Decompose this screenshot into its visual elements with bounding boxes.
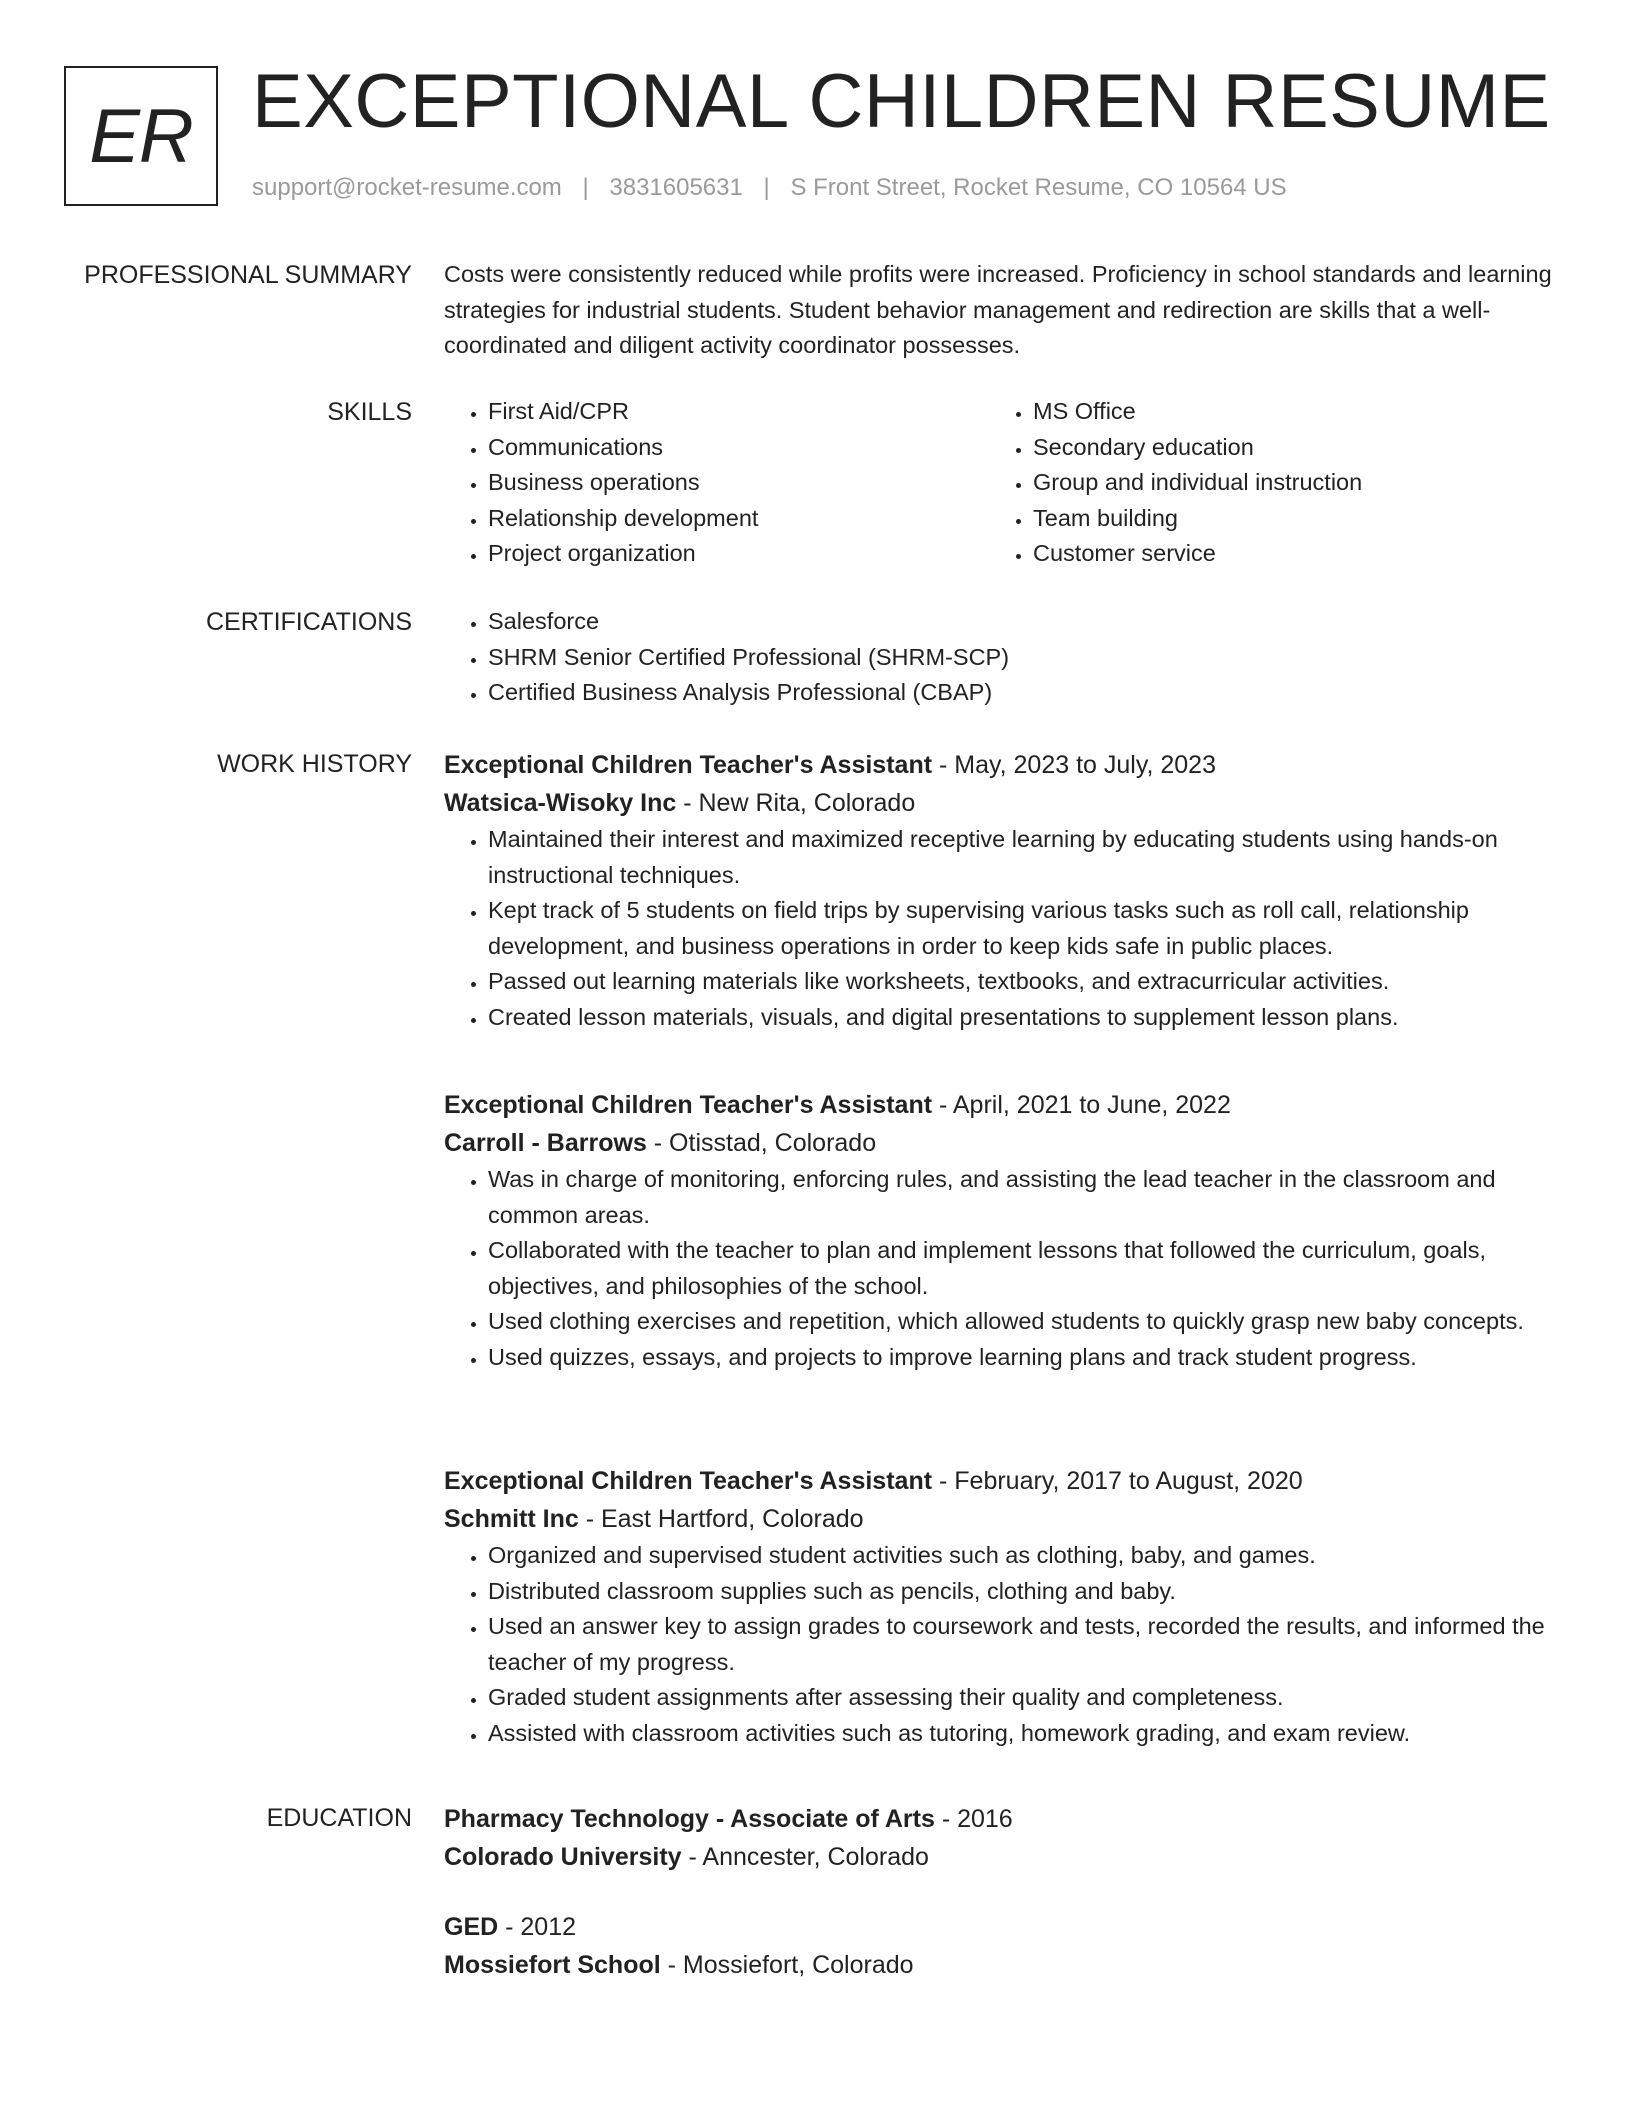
job-title-line	[444, 1462, 1554, 1500]
section-label-skills: SKILLS	[327, 398, 412, 426]
skill-item: • Communications	[488, 430, 989, 466]
job-entry	[444, 1462, 1554, 1751]
summary-body	[444, 257, 1554, 364]
education-school: Colorado University	[444, 1843, 682, 1871]
skill-item: • Group and individual instruction	[1033, 465, 1534, 501]
job-bullet: • Organized and supervised student activities such as clothing, baby, and games.	[488, 1538, 1554, 1574]
certification-item: • SHRM Senior Certified Professional (SHRM-SCP)	[488, 640, 1554, 676]
monogram-initials: ER	[89, 93, 193, 179]
education-year: - 2016	[934, 1805, 1013, 1833]
education-school-line	[444, 1838, 1554, 1876]
job-company: Schmitt Inc	[444, 1505, 579, 1533]
skills-list-left	[444, 394, 989, 572]
job-bullet-list	[444, 1162, 1554, 1375]
job-bullet: • Created lesson materials, visuals, and digital presentations to supplement lesson plans.	[488, 1000, 1554, 1036]
education-degree: Pharmacy Technology - Associate of Arts	[444, 1805, 935, 1833]
job-dates: - May, 2023 to July, 2023	[932, 751, 1216, 779]
education-location: - Anncester, Colorado	[681, 1843, 929, 1871]
monogram-badge	[64, 66, 218, 206]
certification-item: • Salesforce	[488, 604, 1554, 640]
job-title: Exceptional Children Teacher's Assistant	[444, 751, 933, 779]
job-company: Carroll - Barrows	[444, 1129, 647, 1157]
job-bullet: • Assisted with classroom activities such as tutoring, homework grading, and exam review.	[488, 1716, 1554, 1752]
section-label-certifications: CERTIFICATIONS	[205, 608, 412, 636]
job-title-line	[444, 746, 1554, 784]
job-company-line	[444, 784, 1554, 822]
contact-phone[interactable]: 3831605631	[609, 174, 743, 201]
education-location: - Mossiefort, Colorado	[660, 1951, 914, 1979]
job-company-line	[444, 1500, 1554, 1538]
education-school: Mossiefort School	[444, 1951, 661, 1979]
skills-column-left	[444, 394, 989, 572]
job-entry	[444, 1086, 1554, 1375]
education-school-line	[444, 1946, 1554, 1984]
resume-title: EXCEPTIONAL CHILDREN RESUME	[252, 59, 1551, 144]
education-degree-line	[444, 1800, 1554, 1838]
job-bullet: • Was in charge of monitoring, enforcing rules, and assisting the lead teacher in the classroom and common areas.	[488, 1162, 1554, 1233]
job-bullet: • Used quizzes, essays, and projects to improve learning plans and track student progress.	[488, 1340, 1554, 1376]
job-dates: - February, 2017 to August, 2020	[932, 1467, 1303, 1495]
education-year: - 2012	[498, 1913, 577, 1941]
job-bullet: • Distributed classroom supplies such as pencils, clothing and baby.	[488, 1574, 1554, 1610]
section-label-education: EDUCATION	[266, 1804, 412, 1832]
job-dates: - April, 2021 to June, 2022	[932, 1091, 1231, 1119]
skill-item: • Team building	[1033, 501, 1534, 537]
skill-item: • Customer service	[1033, 536, 1534, 572]
certifications-list	[444, 604, 1554, 711]
job-company: Watsica-Wisoky Inc	[444, 789, 677, 817]
education-degree-line	[444, 1908, 1554, 1946]
certifications-body	[444, 604, 1554, 711]
job-bullet: • Kept track of 5 students on field trips by supervising various tasks such as roll call, relationship development, and business operations in order to keep kids safe in public places.	[488, 893, 1554, 964]
skills-column-right	[989, 394, 1534, 572]
contact-separator: |	[582, 174, 589, 201]
skill-item: • First Aid/CPR	[488, 394, 989, 430]
education-degree: GED	[444, 1913, 499, 1941]
skill-item: • Business operations	[488, 465, 989, 501]
education-entry	[444, 1800, 1554, 1876]
job-bullet: • Graded student assignments after assessing their quality and completeness.	[488, 1680, 1554, 1716]
contact-email[interactable]: support@rocket-resume.com	[252, 174, 562, 201]
job-bullet: • Used an answer key to assign grades to coursework and tests, recorded the results, and informed the teacher of my progress.	[488, 1609, 1554, 1680]
job-title-line	[444, 1086, 1554, 1124]
job-bullet: • Collaborated with the teacher to plan and implement lessons that followed the curriculum, goals, objectives, and philosophies of the school.	[488, 1233, 1554, 1304]
skills-grid	[444, 394, 1554, 572]
section-label-summary: PROFESSIONAL SUMMARY	[84, 261, 412, 289]
skill-item: • Secondary education	[1033, 430, 1534, 466]
contact-line	[252, 174, 1287, 202]
job-company-line	[444, 1124, 1554, 1162]
job-title: Exceptional Children Teacher's Assistant	[444, 1467, 933, 1495]
job-bullet: • Used clothing exercises and repetition, which allowed students to quickly grasp new baby concepts.	[488, 1304, 1554, 1340]
skill-item: • Relationship development	[488, 501, 989, 537]
contact-separator: |	[763, 174, 770, 201]
skills-list-right	[989, 394, 1534, 572]
skill-item: • Project organization	[488, 536, 989, 572]
section-label-work-history: WORK HISTORY	[217, 750, 412, 778]
job-title: Exceptional Children Teacher's Assistant	[444, 1091, 933, 1119]
contact-address: S Front Street, Rocket Resume, CO 10564 US	[790, 174, 1287, 201]
job-bullet: • Passed out learning materials like worksheets, textbooks, and extracurricular activities.	[488, 964, 1554, 1000]
job-entry	[444, 746, 1554, 1035]
job-bullet-list	[444, 822, 1554, 1035]
education-entry	[444, 1908, 1554, 1984]
job-bullet: • Maintained their interest and maximized receptive learning by educating students using hands-on instructional techniques.	[488, 822, 1554, 893]
job-location: - East Hartford, Colorado	[578, 1505, 864, 1533]
job-location: - New Rita, Colorado	[676, 789, 916, 817]
certification-item: • Certified Business Analysis Professional (CBAP)	[488, 675, 1554, 711]
job-bullet-list	[444, 1538, 1554, 1751]
skill-item: • MS Office	[1033, 394, 1534, 430]
job-location: - Otisstad, Colorado	[646, 1129, 877, 1157]
summary-text: Costs were consistently reduced while profits were increased. Proficiency in school standards and learning strategies for industrial students. Student behavior management and redirection are skills that a well-coordinated and diligent activity coordinator possesses.	[444, 261, 1552, 358]
